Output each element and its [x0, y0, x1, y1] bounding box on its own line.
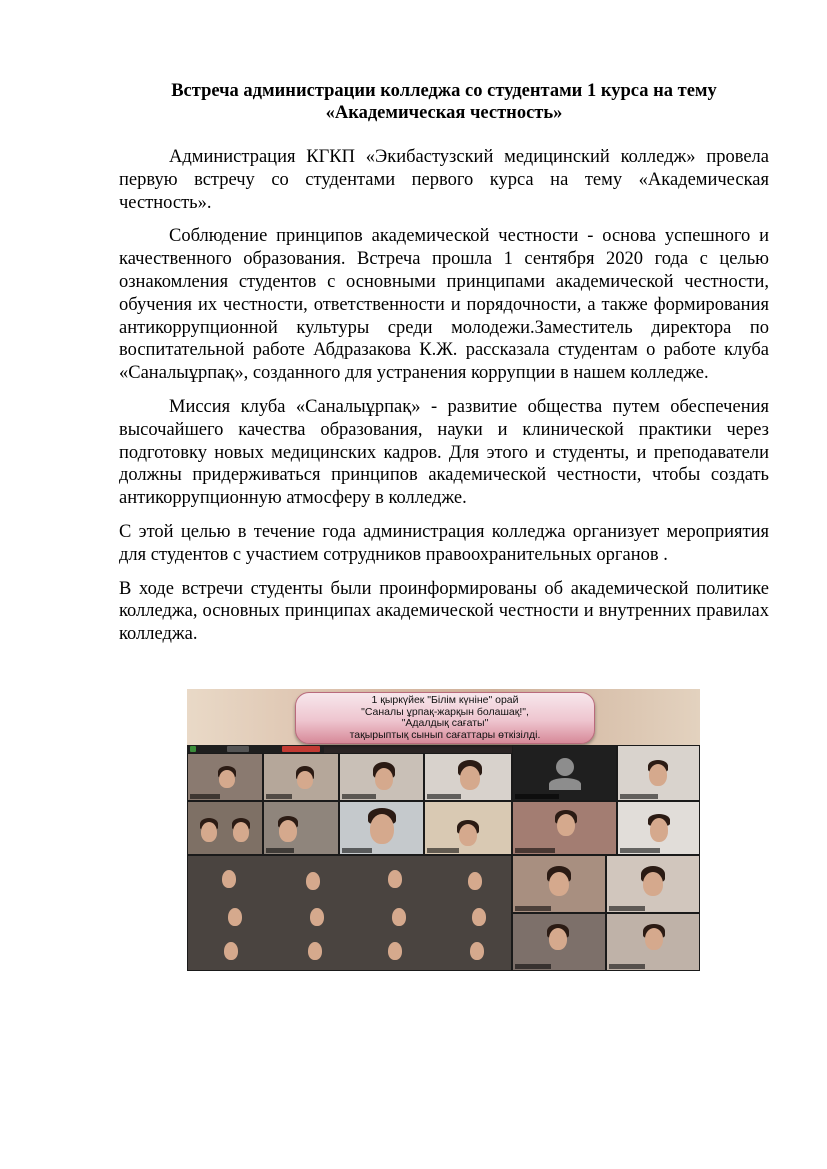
- paragraph-mission: Миссия клуба «Саналыұрпақ» ‑ развитие общества путем обеспечения высочайшего качества образования, науки и клинической практики через подготовку новых медицинских кадров. Для этого и студенты, и преподаватели должны придерживаться принципов академической честности, чтобы создать антикоррупционную атмосферу в колледже.: [119, 396, 769, 509]
- participant-tile: [606, 855, 700, 913]
- participant-tile: [512, 801, 617, 855]
- paragraph-intro: Администрация КГКП «Экибастузский медицинский колледж» провела первую встречу со студентами первого курса на тему «Академическая честность».: [119, 147, 769, 213]
- paragraph-principles: Соблюдение принципов академической честности ‑ основа успешного и качественного образования. Встреча прошла 1 сентября 2020 года с целью ознакомления студентов с основными принципами академической честности, обучения их честности, ответственности и порядочности, а также формирования антикоррупционной культуры среди молодежи.Заместитель директора по воспитательной работе Абдразакова К.Ж. рассказала студентам о работе клуба «Саналыұрпақ», созданного для устранения коррупции в нашем колледже.: [119, 226, 769, 384]
- paragraph-informed: В ходе встречи студенты были проинформированы об академической политике колледжа, основных принципах академической честности и внутренних правилах колледжа.: [119, 578, 769, 645]
- participant-tile: [339, 753, 424, 801]
- participant-tile: [263, 801, 339, 855]
- document-body: [119, 146, 769, 657]
- record-indicator-icon: [282, 746, 320, 752]
- participant-tile: [424, 801, 512, 855]
- participant-tile: [339, 801, 424, 855]
- participant-tile: [512, 855, 606, 913]
- participant-tile: [187, 753, 263, 801]
- call-status-icon: [190, 746, 196, 752]
- title-line-1: Встреча администрации колледжа со студентами 1 курса на тему: [171, 81, 717, 101]
- paragraph-events: С этой целью в течение года администрация колледжа организует мероприятия для студентов с участием сотрудников правоохранительных органов .: [119, 521, 769, 565]
- photo-banner: [295, 692, 595, 744]
- banner-line-3: "Адалдық сағаты": [401, 717, 489, 730]
- event-photo: [187, 689, 700, 971]
- participant-tile: [263, 753, 339, 801]
- video-call-toolbar: [187, 745, 324, 753]
- participant-tile: [617, 801, 700, 855]
- participant-tile: [512, 913, 606, 971]
- participant-tile: [617, 745, 700, 801]
- banner-line-1: 1 қыркүйек "Білім күніне" орай: [371, 694, 519, 706]
- gallery-view: [187, 855, 512, 971]
- document-title: [120, 80, 768, 124]
- participant-tile: [187, 801, 263, 855]
- participant-tile: [606, 913, 700, 971]
- zoom-menu-icon: [227, 746, 249, 752]
- title-line-2: «Академическая честность»: [325, 103, 563, 123]
- participant-tile: [424, 753, 512, 801]
- banner-line-4: тақырыптық сынып сағаттары өткізілді.: [349, 728, 541, 741]
- user-avatar-icon: [556, 758, 574, 776]
- participant-tile-no-video: [512, 745, 617, 801]
- banner-line-2: "Саналы ұрпақ-жарқын болашақ!",: [361, 705, 529, 718]
